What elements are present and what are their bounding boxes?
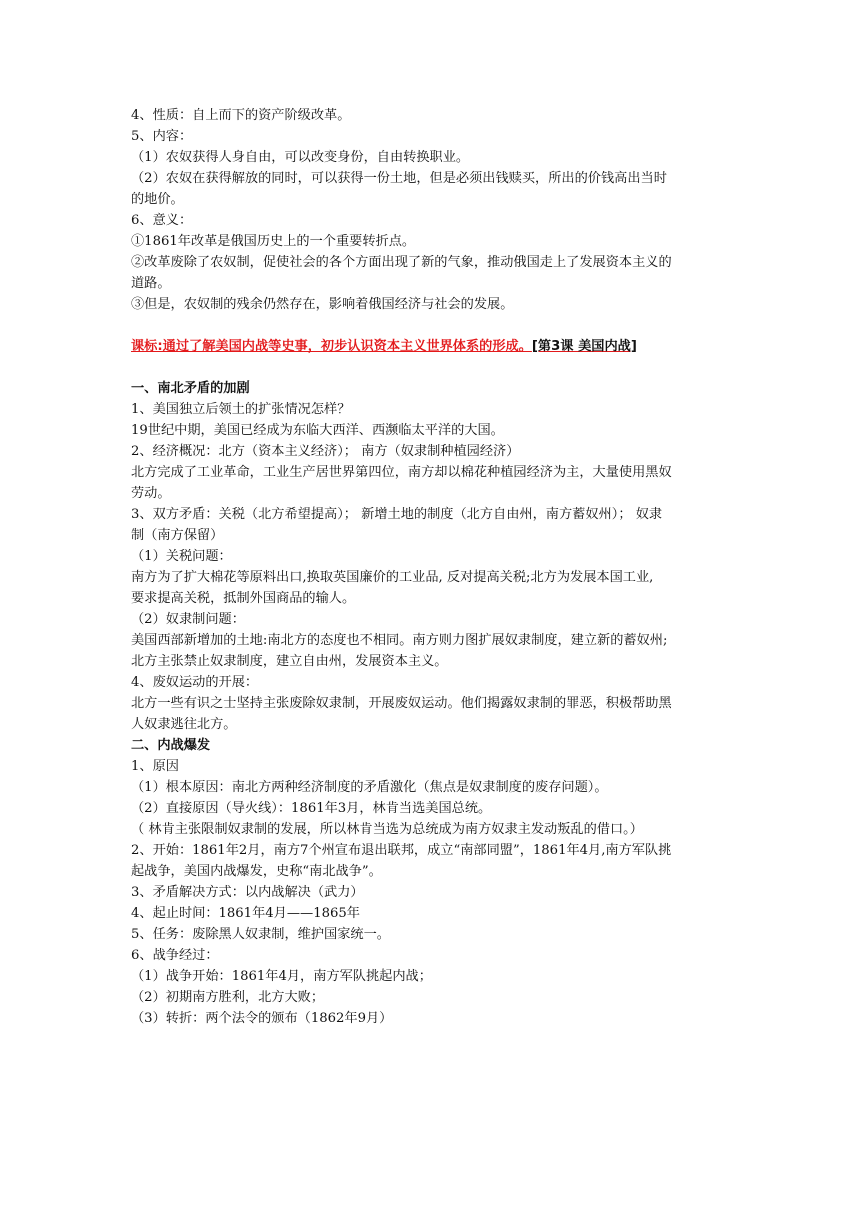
slavery-line-1: 美国西部新增加的土地:南北方的态度也不相同。南方则力图扩展奴隶制度，建立新的蓄奴州; xyxy=(131,633,668,648)
meaning-item-2-line-1: ②改革废除了农奴制，促使社会的各个方面出现了新的气象，推动俄国走上了发展资本主义的 xyxy=(131,255,672,270)
nature-line: 4、性质：自上而下的资产阶级改革。 xyxy=(131,108,351,123)
document-body xyxy=(131,105,731,1029)
task-line: 5、任务：废除黑人奴隶制，维护国家统一。 xyxy=(131,927,390,942)
economy-desc-line-1: 北方完成了工业革命，工业生产居世界第四位，南方却以棉花种植园经济为主，大量使用黑奴 xyxy=(131,465,672,480)
conflict-line-2: 制（南方保留） xyxy=(131,528,224,543)
lesson-title: [第3课 美国内战] xyxy=(531,339,637,354)
content-title: 5、内容： xyxy=(131,129,193,144)
section-one-title: 一、南北矛盾的加剧 xyxy=(131,381,250,396)
course-item-1: （1）战争开始：1861年4月，南方军队挑起内战； xyxy=(131,969,432,984)
tariff-title: （1）关税问题： xyxy=(131,549,232,564)
abolition-line-1: 北方一些有识之士坚持主张废除奴隶制，开展废奴运动。他们揭露奴隶制的罪恶，积极帮助黑 xyxy=(131,696,672,711)
cause-note: （ 林肯主张限制奴隶制的发展，所以林肯当选为总统成为南方奴隶主发动叛乱的借口。） xyxy=(131,822,643,837)
abolition-title: 4、废奴运动的开展： xyxy=(131,675,259,690)
period-line: 4、起止时间：1861年4月——1865年 xyxy=(131,906,360,921)
meaning-title: 6、意义： xyxy=(131,213,193,228)
start-line-1: 2、开始：1861年2月，南方7个州宣布退出联邦，成立“南部同盟”，1861年4月,南方军队挑 xyxy=(131,843,672,858)
course-item-3: （3）转折：两个法令的颁布（1862年9月） xyxy=(131,1011,393,1026)
question-1: 1、美国独立后领土的扩张情况怎样？ xyxy=(131,402,351,417)
abolition-line-2: 人奴隶逃往北方。 xyxy=(131,717,237,732)
meaning-item-3: ③但是，农奴制的残余仍然存在，影响着俄国经济与社会的发展。 xyxy=(131,297,514,312)
economy-desc-line-2: 劳动。 xyxy=(131,486,171,501)
section-two-title: 二、内战爆发 xyxy=(131,738,211,753)
cause-title: 1、原因 xyxy=(131,759,179,774)
start-line-2: 起战争，美国内战爆发，史称“南北战争”。 xyxy=(131,864,382,879)
tariff-line-2: 要求提高关税，抵制外国商品的输人。 xyxy=(131,591,356,606)
cause-item-2: （2）直接原因（导火线）：1861年3月，林肯当选美国总统。 xyxy=(131,801,492,816)
curriculum-standard-text: 课标:通过了解美国内战等史事，初步认识资本主义世界体系的形成。 xyxy=(131,339,532,354)
slavery-title: （2）奴隶制问题： xyxy=(131,612,245,627)
cause-item-1: （1）根本原因：南北方两种经济制度的矛盾激化（焦点是奴隶制度的废存问题）。 xyxy=(131,780,608,795)
spacer xyxy=(131,357,731,378)
content-item-2-line-1: （2）农奴在获得解放的同时，可以获得一份土地，但是必须出钱赎买，所出的价钱高出当时 xyxy=(131,171,667,186)
resolution-line: 3、矛盾解决方式：以内战解决（武力） xyxy=(131,885,364,900)
content-item-2-line-2: 的地价。 xyxy=(131,192,184,207)
curriculum-standard-heading xyxy=(131,336,731,357)
slavery-line-2: 北方主张禁止奴隶制度，建立自由州，发展资本主义。 xyxy=(131,654,448,669)
answer-1: 19世纪中期，美国已经成为东临大西洋、西濒临太平洋的大国。 xyxy=(131,423,504,438)
course-title: 6、战争经过： xyxy=(131,948,219,963)
meaning-item-1: ①1861年改革是俄国历史上的一个重要转折点。 xyxy=(131,234,416,249)
tariff-line-1: 南方为了扩大棉花等原料出口,换取英国廉价的工业品, 反对提高关税;北方为发展本国工业, xyxy=(131,570,654,585)
meaning-item-2-line-2: 道路。 xyxy=(131,276,171,291)
course-item-2: （2）初期南方胜利，北方大败； xyxy=(131,990,325,1005)
content-item-1: （1）农奴获得人身自由，可以改变身份，自由转换职业。 xyxy=(131,150,470,165)
spacer xyxy=(131,315,731,336)
economy-overview: 2、经济概况：北方（资本主义经济）； 南方（奴隶制种植园经济） xyxy=(131,444,520,459)
conflict-line-1: 3、双方矛盾：关税（北方希望提高）； 新增土地的制度（北方自由州，南方蓄奴州）； 奴隶 xyxy=(131,507,663,522)
